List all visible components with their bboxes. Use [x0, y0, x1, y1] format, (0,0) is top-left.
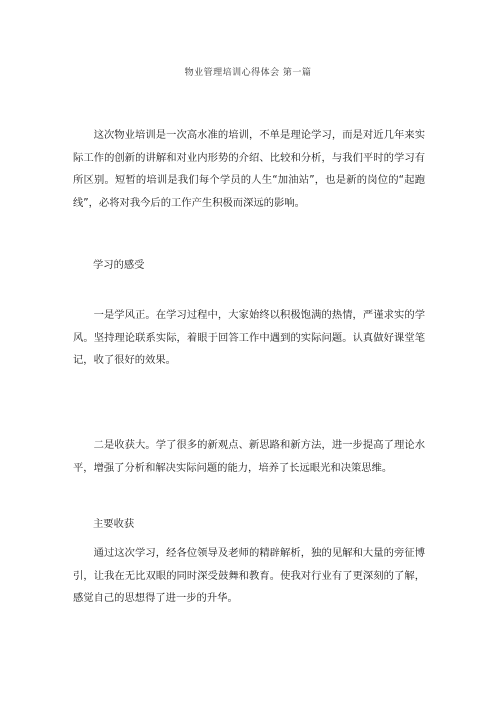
section-heading-feelings: 学习的感受: [93, 259, 145, 271]
section-heading-main-gains: 主要收获: [93, 518, 135, 530]
document-title: 物业管理培训心得体会 第一篇: [184, 68, 312, 78]
paragraph-conclusion: 通过这次学习，经各位领导及老师的精辟解析，独的见解和大量的旁征博引，让我在无比双眼的同时深受鼓舞和教育。使我对行业有了更深刻的了解，感觉自己的思想得了进一步的升华。: [73, 547, 425, 604]
paragraph-gains: 二是收获大。学了很多的新观点、新思路和新方法，进一步提高了理论水平，增强了分析和解决实际问题的能力，培养了长远眼光和决策思维。: [73, 439, 425, 474]
paragraph-intro: 这次物业培训是一次高水准的培训，不单是理论学习，而是对近几年来实际工作的创新的讲解和对业内形势的介绍、比较和分析，与我们平时的学习有所区别。短暂的培训是我们每个学员的人生“加油站”，也是新的岗位的“起跑线”，必将对我今后的工作产生积极而深远的影响。: [73, 129, 425, 209]
paragraph-study-style: 一是学风正。在学习过程中，大家始终以积极饱满的热情，严谨求实的学风。坚持理论联系实际，着眼于回答工作中遇到的实际问题。认真做好课堂笔记，收了很好的效果。: [73, 309, 425, 366]
